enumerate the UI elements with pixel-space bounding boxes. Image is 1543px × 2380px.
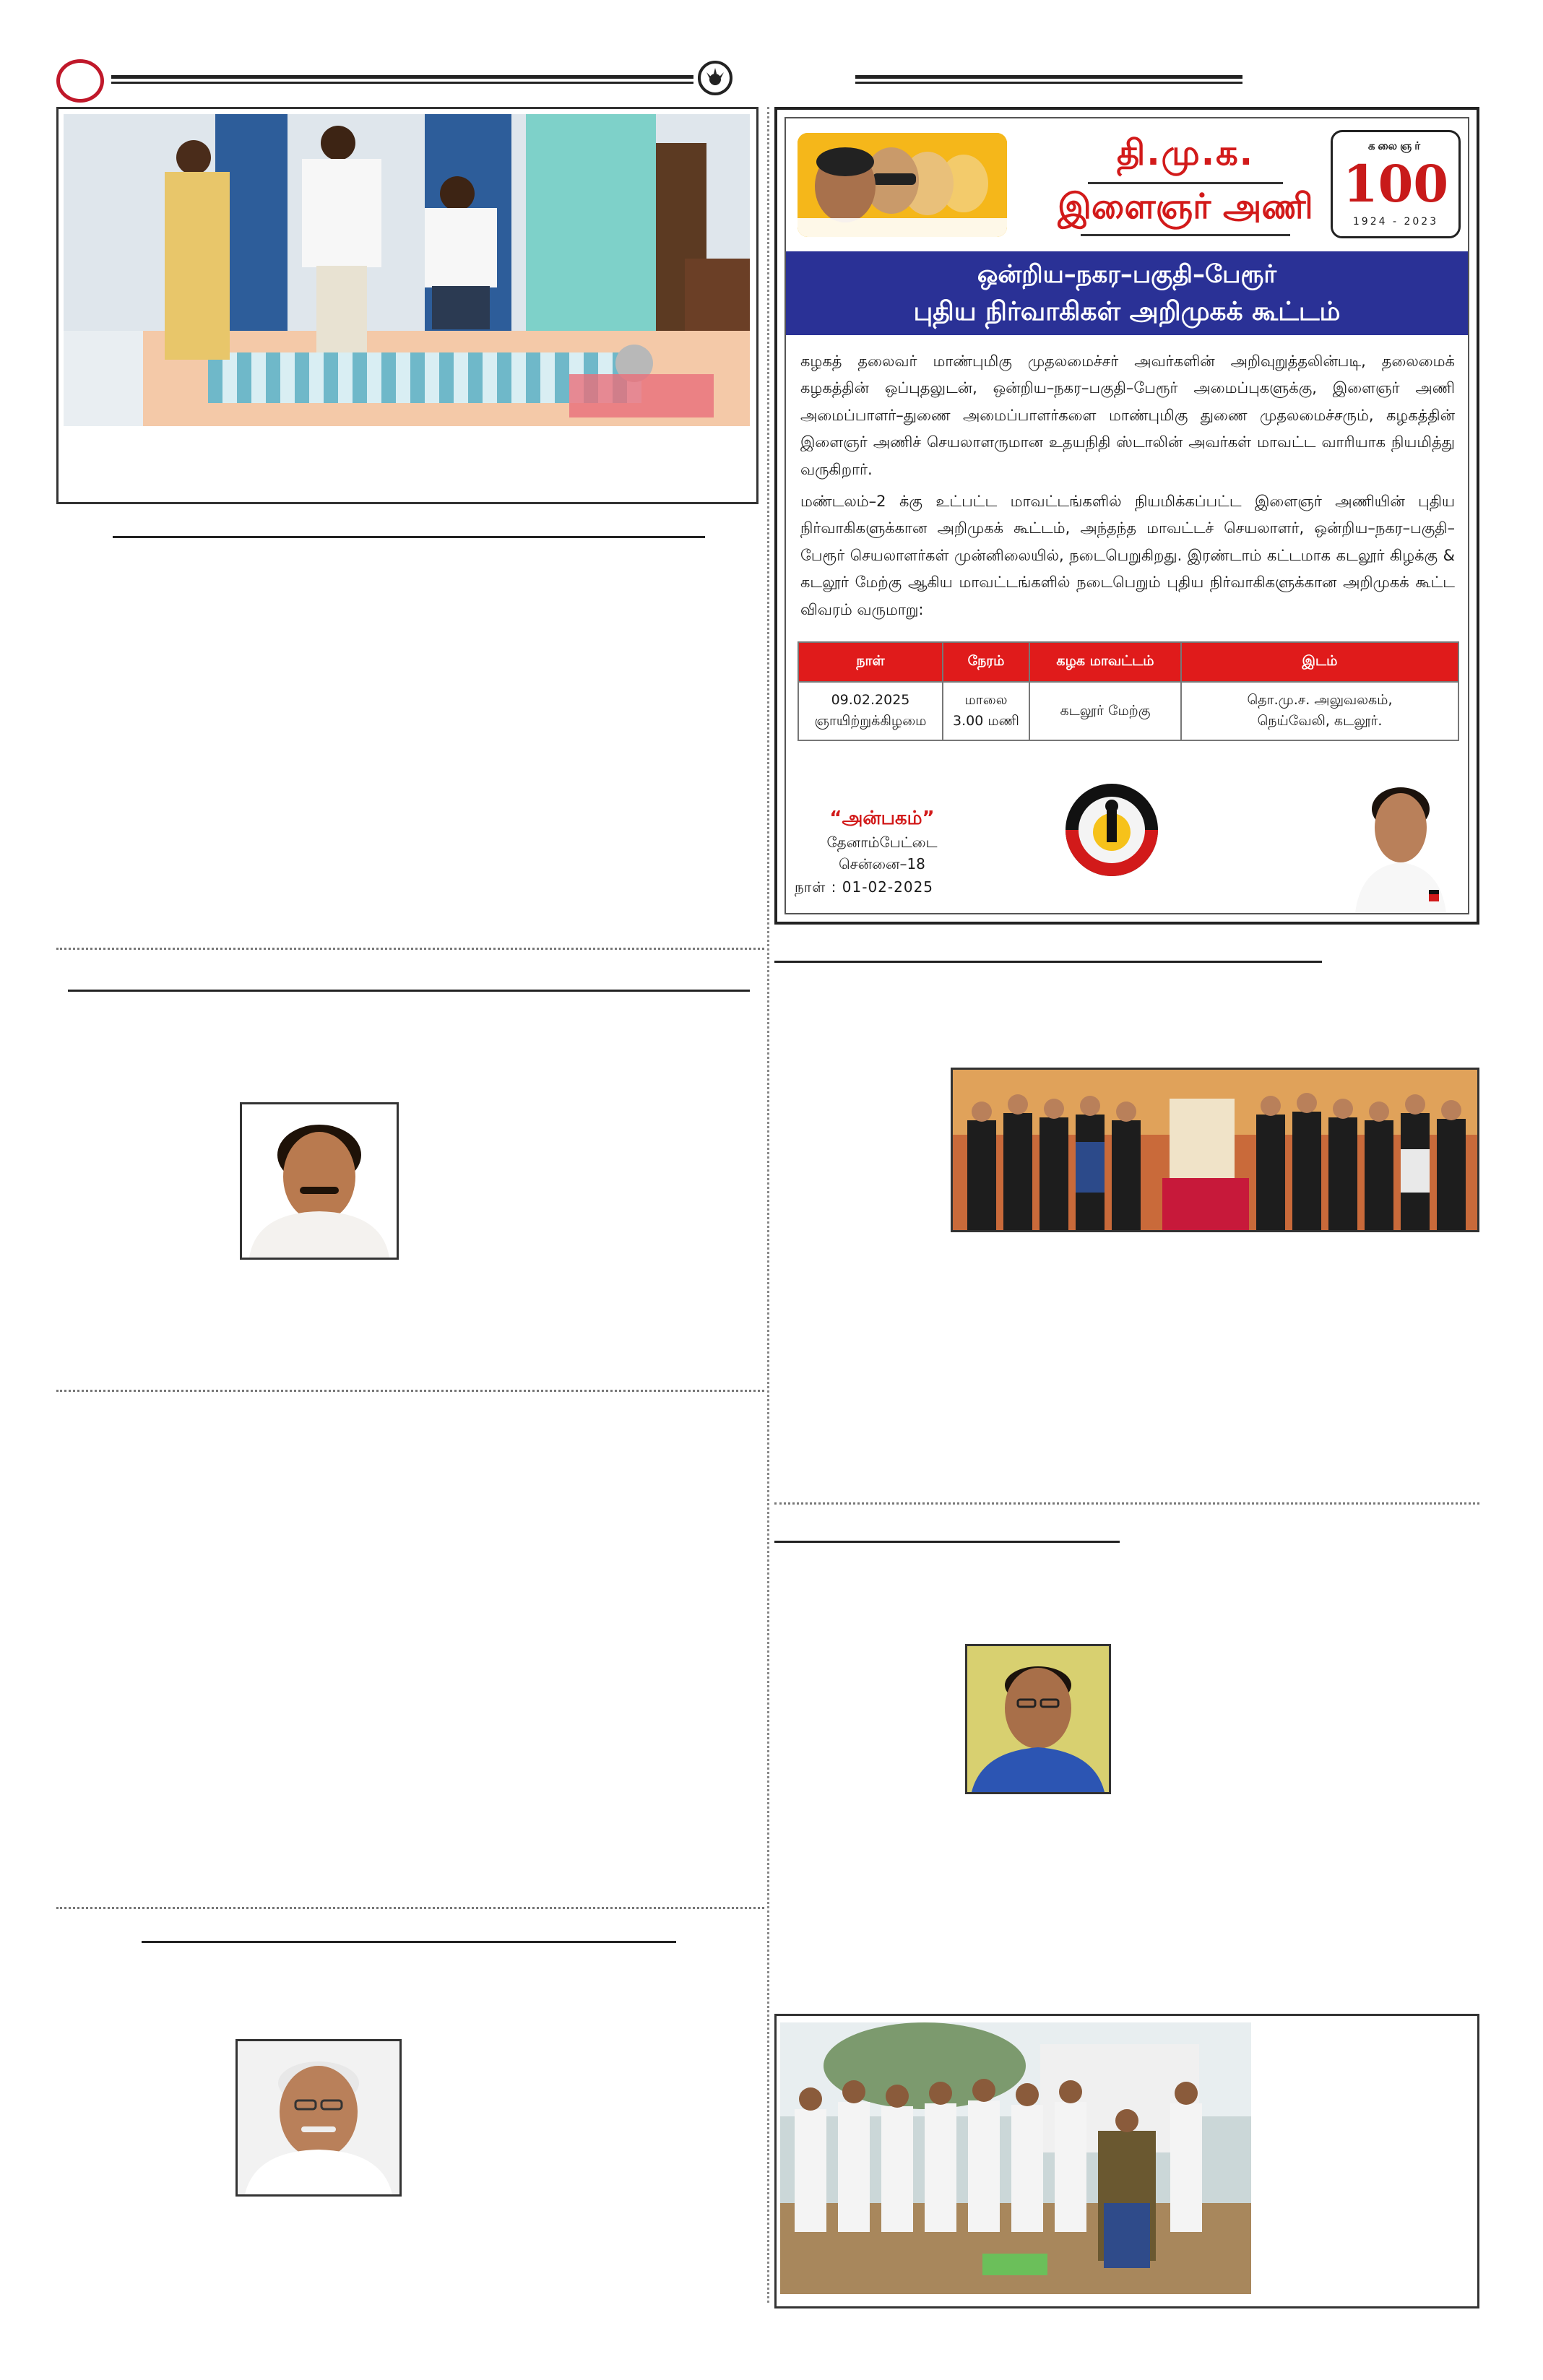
cell-time: [943, 682, 1029, 740]
sun-emblem-glyph: [701, 64, 730, 92]
cell-place: [1181, 682, 1458, 740]
portrait-elderly-man: [235, 2039, 402, 2197]
ad-title-line2: இளைஞர் அணி: [1058, 186, 1313, 227]
cell-district: கடலூர் மேற்கு: [1029, 682, 1181, 740]
badge-number: 100: [1342, 154, 1449, 214]
ad-title-line1: தி.மு.க.: [1116, 133, 1255, 173]
time-label: மாலை: [964, 692, 1008, 708]
header-rule-left: [111, 75, 693, 79]
hospital-visit-photo: [64, 114, 750, 426]
dmk-youth-wing-ad: [774, 107, 1479, 925]
youth-wing-emblem-icon: [1063, 782, 1160, 878]
leaders-banner-illustration: [798, 133, 1007, 237]
schedule-table-wrap: [798, 641, 1459, 741]
band-line2: புதிய நிர்வாகிகள் அறிமுகக் கூட்டம்: [913, 297, 1341, 326]
day-value: ஞாயிற்றுக்கிழமை: [814, 713, 927, 730]
col-time: நேரம்: [943, 642, 1029, 682]
schedule-table: [798, 641, 1459, 741]
footer-area: தேனாம்பேட்டை: [826, 834, 938, 851]
ad-title-underline: [1088, 182, 1283, 184]
header-rule-right-2: [855, 82, 1242, 84]
udhayanidhi-portrait-image: [1348, 771, 1453, 913]
portrait-man-mustache-image: [242, 1104, 397, 1258]
col-district: கழக மாவட்டம்: [1029, 642, 1181, 682]
kalaignar-100-badge: [1331, 130, 1461, 238]
portrait-man-mustache: [240, 1102, 399, 1260]
col-place: இடம்: [1181, 642, 1458, 682]
time-value: 3.00 மணி: [953, 713, 1019, 730]
place-line2: நெய்வேலி, கடலூர்.: [1257, 713, 1383, 730]
footer-city: சென்னை–18: [839, 855, 925, 873]
left-dotted-divider-1: [56, 948, 764, 950]
left-dotted-divider-2: [56, 1390, 764, 1392]
band-line1: ஒன்றிய–நகர–பகுதி–பேரூர்: [977, 260, 1277, 289]
schedule-header-row: [798, 642, 1458, 682]
table-row: [798, 682, 1458, 740]
hospital-visit-illustration: [64, 114, 750, 426]
left-headline-rule-2: [68, 990, 750, 992]
udhayanidhi-portrait: [1348, 771, 1453, 913]
foundation-ceremony-image: [780, 2022, 1251, 2294]
right-dotted-divider-1: [774, 1502, 1479, 1505]
ad-title-underline-2: [1081, 234, 1290, 236]
header-rule-right: [855, 75, 1242, 79]
left-dotted-divider-3: [56, 1907, 764, 1909]
date-value: 09.02.2025: [831, 692, 910, 708]
group-event-photo: [951, 1068, 1479, 1232]
portrait-blue-shirt-image: [967, 1646, 1109, 1792]
left-headline-rule-3: [142, 1941, 676, 1943]
column-divider: [767, 107, 769, 2303]
portrait-elderly-man-image: [238, 2041, 399, 2194]
leaders-banner: [798, 133, 1007, 237]
badge-top-label: கலைஞர்: [1367, 139, 1424, 152]
youth-wing-emblem-graphic: [1063, 782, 1160, 878]
col-date: நாள்: [798, 642, 943, 682]
foundation-ceremony-photo: [780, 2022, 1251, 2294]
header-rule-left-2: [111, 82, 693, 84]
badge-years: 1924 - 2023: [1352, 216, 1439, 228]
left-headline-rule-1: [113, 536, 705, 538]
right-headline-rule-1: [774, 961, 1322, 963]
ad-paragraph-1: கழகத் தலைவர் மாண்புமிகு முதலமைச்சர் அவர்களின் அறிவுறுத்தலின்படி, தலைமைக் கழகத்தின் ஒப்புதலுடன், ஒன்றிய–நகர–பகுதி–பேரூர் அமைப்புகளுக்கு, இளைஞர் அணி அமைப்பாளர்–துணை அமைப்பாளர்களை மாண்புமிகு துணை முதலமைச்சரும், கழகத்தின் இளைஞர் அணிச் செயலாளருமான உதயநிதி ஸ்டாலின் அவர்கள் மாவட்ட வாரியாக நியமித்து வருகிறார்.: [800, 352, 1455, 478]
header-circle-logo: [56, 59, 104, 103]
right-headline-rule-2: [774, 1541, 1120, 1543]
cell-date: [798, 682, 943, 740]
footer-office: “அன்பகம்”: [829, 808, 935, 829]
footer-date: நாள் : 01-02-2025: [795, 878, 934, 896]
ad-heading-band: [786, 251, 1468, 335]
sun-emblem-icon: [698, 61, 732, 95]
portrait-blue-shirt: [965, 1644, 1111, 1794]
group-event-image: [953, 1070, 1477, 1230]
place-line1: தொ.மு.ச. அலுவலகம்,: [1247, 692, 1393, 708]
ad-paragraph-2: மண்டலம்–2 க்கு உட்பட்ட மாவட்டங்களில் நியமிக்கப்பட்ட இளைஞர் அணியின் புதிய நிர்வாகிகளுக்கான அறிமுகக் கூட்டம், அந்தந்த மாவட்டச் செயலாளர், ஒன்றிய–நகர–பகுதி–பேரூர் செயலாளர்கள் முன்னிலையில், நடைபெறுகிறது. இரண்டாம் கட்டமாக கடலூர் கிழக்கு & கடலூர் மேற்கு ஆகிய மாவட்டங்களில் நடைபெறும் புதிய நிர்வாகிகளுக்கான அறிமுகக் கூட்ட விவரம் வருமாறு:: [800, 493, 1455, 618]
